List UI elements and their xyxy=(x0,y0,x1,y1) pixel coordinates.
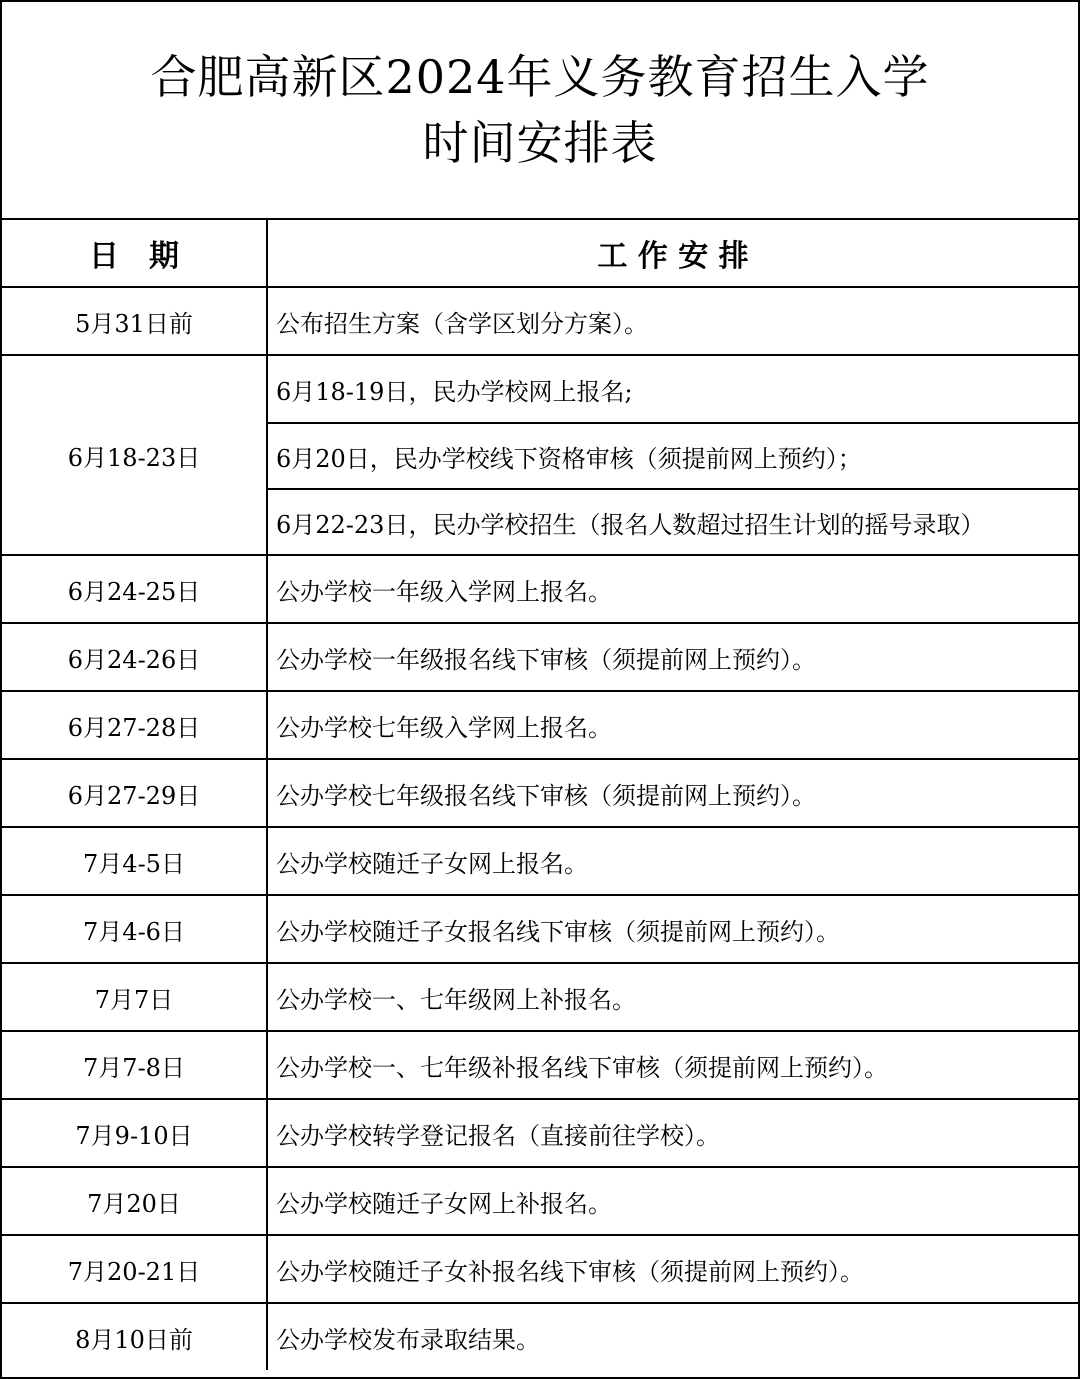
row-date: 5月31日前 xyxy=(2,287,267,355)
table-row xyxy=(2,759,1078,827)
row-date: 7月9-10日 xyxy=(2,1099,267,1167)
row-work: 公办学校发布录取结果。 xyxy=(276,1325,540,1354)
table-row xyxy=(2,1167,1078,1235)
row-work: 公办学校一、七年级补报名线下审核（须提前网上预约）。 xyxy=(267,1031,1078,1099)
row-work: 公办学校一年级报名线下审核（须提前网上预约）。 xyxy=(267,623,1078,691)
row-work: 公办学校七年级入学网上报名。 xyxy=(267,691,1078,759)
row-date: 6月24-25日 xyxy=(2,555,267,623)
row-work: 公办学校一、七年级网上补报名。 xyxy=(267,963,1078,1031)
row-work: 公办学校随迁子女报名线下审核（须提前网上预约）。 xyxy=(267,895,1078,963)
row-date: 6月27-29日 xyxy=(2,759,267,827)
header-date: 日 期 xyxy=(2,220,267,287)
row-work-group xyxy=(267,355,1078,555)
table-row xyxy=(2,1303,1078,1370)
row-date: 7月20-21日 xyxy=(2,1235,267,1303)
table-row xyxy=(2,827,1078,895)
row-subitem: 6月18-19日，民办学校网上报名; xyxy=(276,377,633,406)
row-work: 公办学校随迁子女网上报名。 xyxy=(267,827,1078,895)
row-date: 6月27-28日 xyxy=(2,691,267,759)
row-date: 7月20日 xyxy=(2,1167,267,1235)
table-row xyxy=(2,963,1078,1031)
table-row xyxy=(2,287,1078,355)
table-row xyxy=(2,1235,1078,1303)
row-date: 7月4-6日 xyxy=(2,895,267,963)
table-row xyxy=(2,1031,1078,1099)
header-work: 工 作 安 排 xyxy=(267,220,1078,287)
row-date: 6月18-23日 xyxy=(2,355,267,555)
table-row xyxy=(2,555,1078,623)
row-date: 6月24-26日 xyxy=(2,623,267,691)
page-title-line-1: 合肥高新区2024年义务教育招生入学 xyxy=(150,50,930,104)
table-row xyxy=(2,1099,1078,1167)
row-date: 8月10日前 xyxy=(2,1303,267,1370)
row-date: 7月7-8日 xyxy=(2,1031,267,1099)
page-title-line-2: 时间安排表 xyxy=(422,116,658,170)
table-row xyxy=(2,895,1078,963)
row-work: 公办学校七年级报名线下审核（须提前网上预约）。 xyxy=(267,759,1078,827)
row-date: 7月4-5日 xyxy=(2,827,267,895)
table-row xyxy=(2,623,1078,691)
row-work: 公办学校转学登记报名（直接前往学校）。 xyxy=(267,1099,1078,1167)
schedule-table xyxy=(2,220,1078,1370)
row-work: 公办学校随迁子女网上补报名。 xyxy=(267,1167,1078,1235)
row-subitem: 6月22-23日，民办学校招生（报名人数超过招生计划的摇号录取） xyxy=(268,488,1078,554)
row-work: 公布招生方案（含学区划分方案）。 xyxy=(267,287,1078,355)
table-row xyxy=(2,691,1078,759)
title-block xyxy=(2,2,1078,220)
table-row-multi xyxy=(2,355,1078,555)
row-date: 7月7日 xyxy=(2,963,267,1031)
row-subitem: 6月20日，民办学校线下资格审核（须提前网上预约）； xyxy=(268,422,1078,488)
row-work: 公办学校随迁子女补报名线下审核（须提前网上预约）。 xyxy=(267,1235,1078,1303)
table-header-row xyxy=(2,220,1078,287)
row-work: 公办学校一年级入学网上报名。 xyxy=(267,555,1078,623)
